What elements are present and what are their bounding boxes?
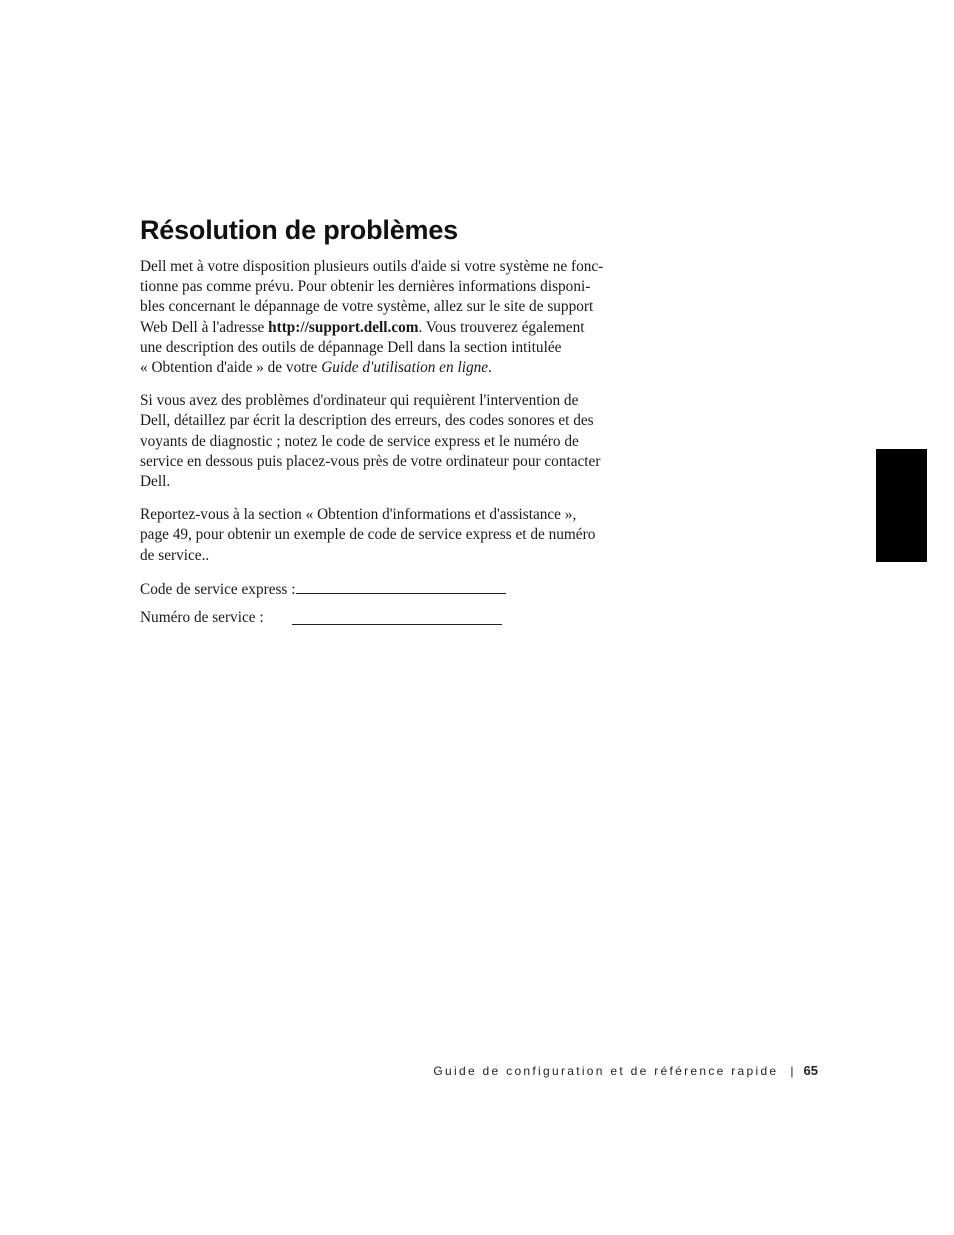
- text-fragment: . Vous trouverez également: [418, 318, 585, 336]
- text-line: Dell.: [140, 473, 171, 491]
- text-line: service en dessous puis placez-vous près de votre ordinateur pour contacter: [140, 452, 601, 470]
- footer-separator: |: [790, 1064, 794, 1078]
- footer-guide-title: Guide de configuration et de référence rapide: [433, 1064, 779, 1078]
- text-fragment: Web Dell à l'adresse: [140, 318, 269, 336]
- text-line: [140, 318, 632, 338]
- text-line: Si vous avez des problèmes d'ordinateur qui requièrent l'intervention de: [140, 392, 579, 410]
- express-code-field: [140, 579, 632, 600]
- service-number-field: [140, 608, 632, 628]
- text-line: Reportez-vous à la section « Obtention d'informations et d'assistance »,: [140, 506, 577, 524]
- express-code-label: Code de service express :: [140, 580, 296, 598]
- text-line: voyants de diagnostic ; notez le code de service express et le numéro de: [140, 432, 579, 450]
- page-number: 65: [803, 1063, 818, 1078]
- text-line: une description des outils de dépannage Dell dans la section intitulée: [140, 338, 562, 356]
- page-footer: [433, 1063, 818, 1078]
- text-fragment: « Obtention d'aide » de votre: [140, 359, 322, 377]
- body-text: [140, 257, 632, 628]
- text-line: page 49, pour obtenir un exemple de code de service express et de numéro: [140, 526, 596, 544]
- paragraph-contact: [140, 391, 632, 492]
- guide-title-italic: Guide d'utilisation en ligne: [321, 359, 489, 377]
- express-code-blank[interactable]: [296, 579, 506, 594]
- text-line: Dell, détaillez par écrit la description des erreurs, des codes sonores et des: [140, 412, 594, 430]
- service-number-label: Numéro de service :: [140, 608, 264, 626]
- text-line: tionne pas comme prévu. Pour obtenir les dernières informations disponi-: [140, 278, 591, 296]
- text-line: de service..: [140, 546, 210, 564]
- support-link[interactable]: http://support.dell.com: [268, 318, 419, 336]
- text-line: [140, 358, 632, 378]
- paragraph-intro: [140, 257, 632, 378]
- service-number-blank[interactable]: [292, 610, 502, 625]
- text-line: Dell met à votre disposition plusieurs outils d'aide si votre système ne fonc-: [140, 258, 604, 275]
- chapter-tab-marker: [876, 449, 927, 562]
- page-title: Résolution de problèmes: [140, 215, 458, 245]
- paragraph-reference: [140, 505, 632, 566]
- text-line: bles concernant le dépannage de votre système, allez sur le site de support: [140, 298, 594, 316]
- text-fragment: .: [488, 359, 492, 377]
